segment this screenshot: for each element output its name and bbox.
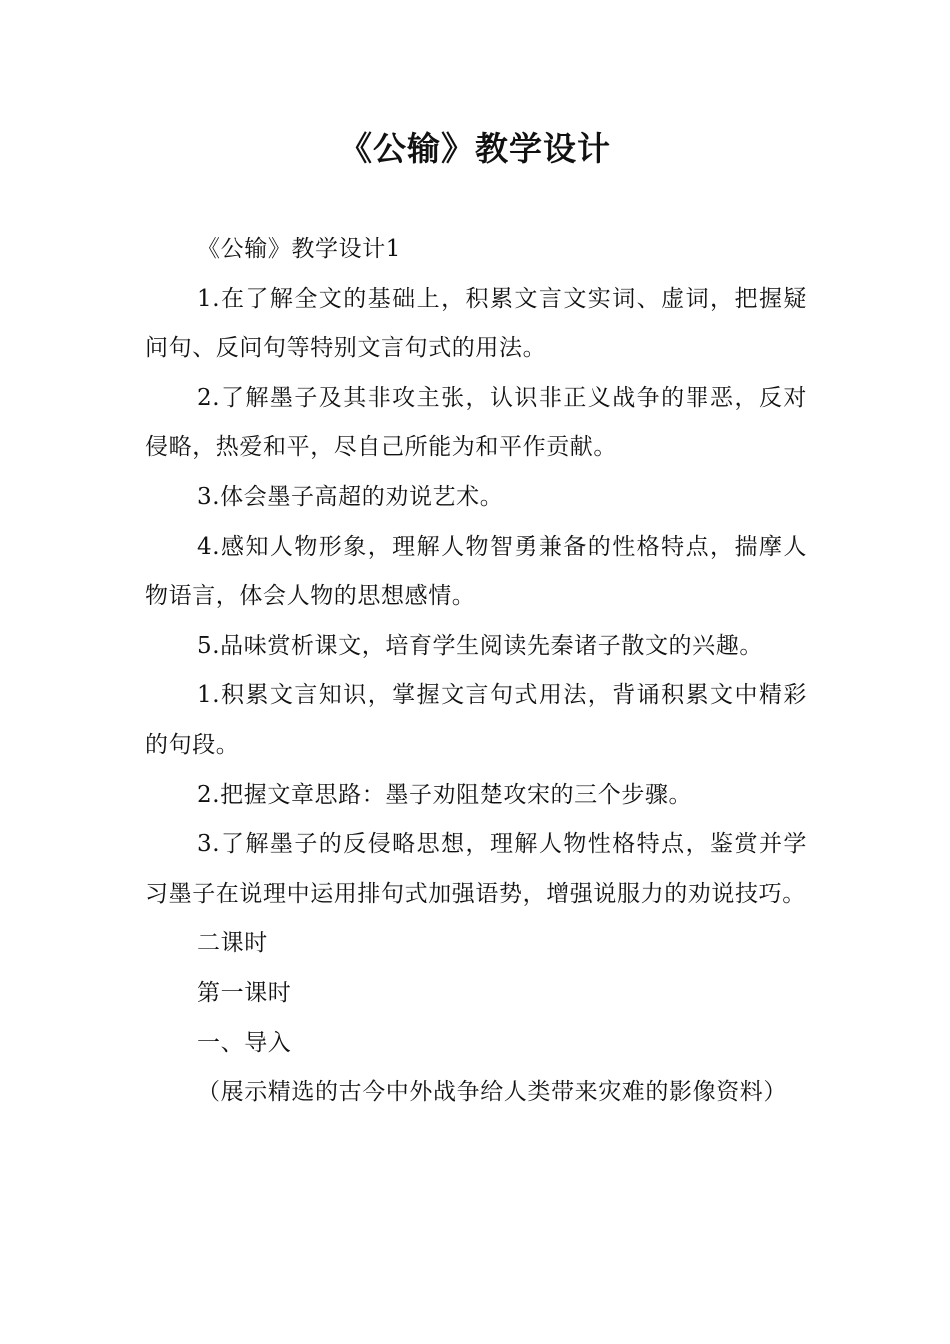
lesson-count-paragraph: 二课时 <box>197 930 268 957</box>
goal-paragraph-4: 4.感知人物形象，理解人物智勇兼备的性格特点，揣摩人物语言，体会人物的思想感情。 <box>145 533 807 610</box>
document-body <box>145 225 807 1118</box>
goal-paragraph-5: 5.品味赏析课文，培育学生阅读先秦诸子散文的兴趣。 <box>197 632 763 659</box>
document-title: 《公输》教学设计 <box>339 129 611 168</box>
introduction-heading: 一、导入 <box>197 1029 292 1056</box>
goal-paragraph-2: 2.了解墨子及其非攻主张，认识非正义战争的罪恶，反对侵略，热爱和平，尽自己所能为和平作贡献。 <box>145 384 807 461</box>
first-lesson-heading: 第一课时 <box>197 979 292 1006</box>
focus-paragraph-3: 3.了解墨子的反侵略思想，理解人物性格特点，鉴赏并学习墨子在说理中运用排句式加强语势，增强说服力的劝说技巧。 <box>145 831 807 907</box>
goal-paragraph-3: 3.体会墨子高超的劝说艺术。 <box>197 483 504 510</box>
focus-paragraph-2: 2.把握文章思路：墨子劝阻楚攻宋的三个步骤。 <box>197 781 693 808</box>
goal-paragraph-1: 1.在了解全文的基础上，积累文言文实词、虚词，把握疑问句、反问句等特别文言句式的用法。 <box>145 285 807 362</box>
focus-paragraph-1: 1.积累文言知识，掌握文言句式用法，背诵积累文中精彩的句段。 <box>145 682 807 758</box>
introduction-paragraph: （展示精选的古今中外战争给人类带来灾难的影像资料） <box>197 1079 787 1106</box>
subtitle-paragraph: 《公输》教学设计1 <box>197 236 402 262</box>
